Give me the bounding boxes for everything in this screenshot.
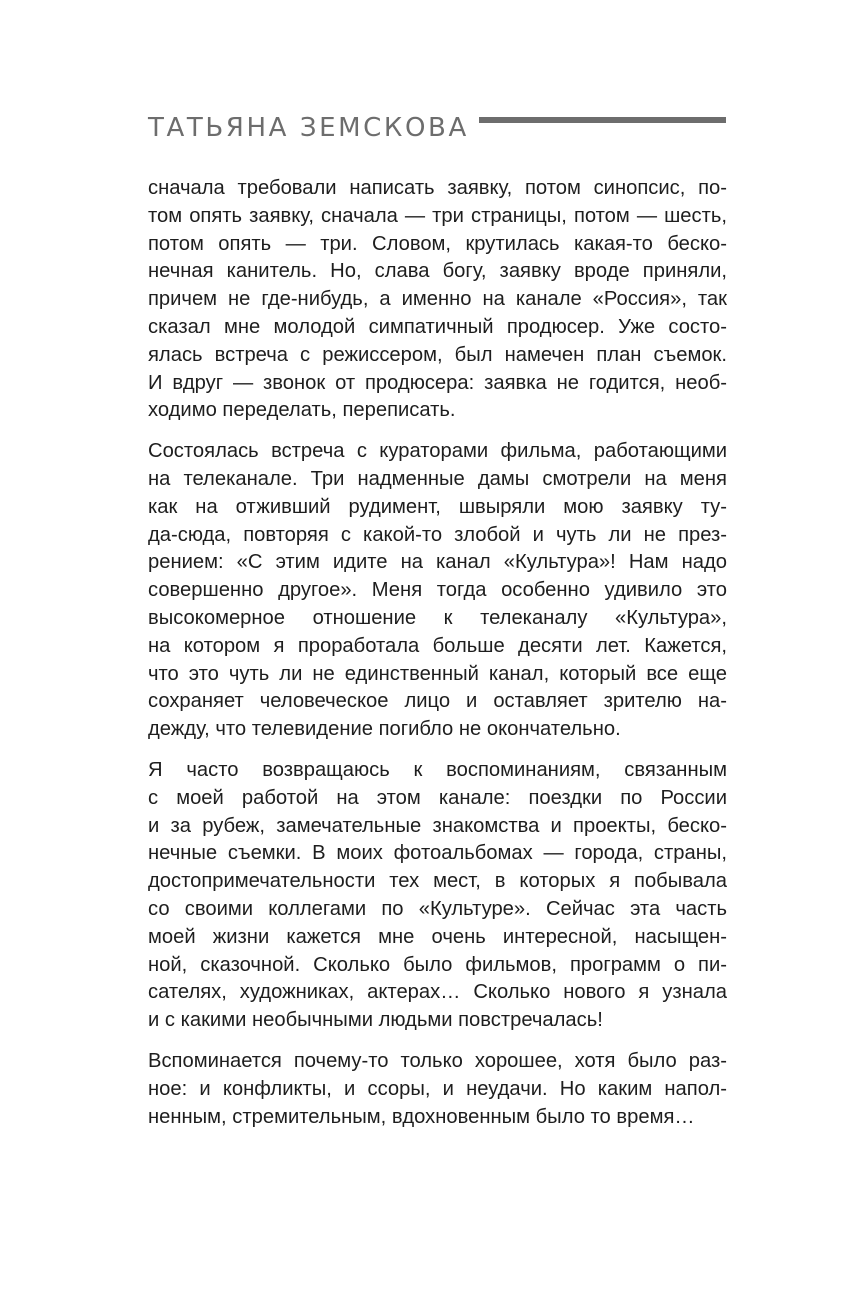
text-line: нечная канитель. Но, слава богу, заявку вроде приняли, [148, 260, 727, 283]
text-line: и с какими необычными людьми повстречалась! [148, 1009, 603, 1032]
paragraph [148, 438, 727, 744]
text-line: совершенно другое». Меня тогда особенно удивило это [148, 579, 727, 602]
text-line: ненным, стремительным, вдохновенным было то время… [148, 1105, 695, 1128]
text-line: моей жизни кажется мне очень интересной, насыщен- [148, 925, 727, 948]
text-line: сателях, художниках, актерах… Сколько нового я узнала [148, 981, 727, 1004]
text-line: причем не где-нибудь, а именно на канале «Россия», так [148, 288, 727, 311]
text-line: ное: и конфликты, и ссоры, и неудачи. Но каким напол- [148, 1077, 727, 1100]
paragraph [148, 757, 727, 1035]
body-text [148, 175, 727, 1144]
header-rule [479, 117, 726, 123]
text-line: да-сюда, повторяя с какой-то злобой и чуть ли не през- [148, 523, 727, 546]
text-line: Я часто возвращаюсь к воспоминаниям, связанным [148, 758, 727, 781]
text-line: рением: «С этим идите на канал «Культура»! Нам надо [148, 551, 727, 574]
text-line: сохраняет человеческое лицо и оставляет зрителю на- [148, 690, 727, 713]
text-line: на котором я проработала больше десяти лет. Кажется, [148, 634, 727, 657]
text-line: И вдруг — звонок от продюсера: заявка не годится, необ- [148, 371, 727, 394]
author-name: ТАТЬЯНА ЗЕМСКОВА [148, 113, 469, 143]
paragraph [148, 175, 727, 425]
text-line: со своими коллегами по «Культуре». Сейчас эта часть [148, 897, 727, 920]
text-line: нечные съемки. В моих фотоальбомах — города, страны, [148, 842, 727, 865]
text-line: дежду, что телевидение погибло не окончательно. [148, 718, 621, 741]
text-line: ялась встреча с режиссером, был намечен план съемок. [148, 343, 727, 366]
text-line: ной, сказочной. Сколько было фильмов, программ о пи- [148, 953, 727, 976]
text-line: сказал мне молодой симпатичный продюсер. Уже состо- [148, 315, 727, 338]
text-line: на телеканале. Три надменные дамы смотрели на меня [148, 467, 727, 490]
text-line: Состоялась встреча с кураторами фильма, работающими [148, 440, 727, 463]
text-line: как на отживший рудимент, швыряли мою заявку ту- [148, 495, 727, 518]
text-line: с моей работой на этом канале: поездки по России [148, 786, 727, 809]
text-line: сначала требовали написать заявку, потом синопсис, по- [148, 177, 727, 199]
text-line: высокомерное отношение к телеканалу «Культура», [148, 606, 727, 629]
text-line: том опять заявку, сначала — три страницы, потом — шесть, [148, 204, 727, 227]
paragraph [148, 1048, 727, 1131]
running-header [148, 112, 726, 148]
text-line: достопримечательности тех мест, в которых я побывала [148, 870, 727, 893]
text-line: и за рубеж, замечательные знакомства и проекты, беско- [148, 814, 727, 837]
text-line: ходимо переделать, переписать. [148, 399, 456, 422]
text-line: Вспоминается почему-то только хорошее, хотя было раз- [148, 1049, 727, 1072]
text-line: что это чуть ли не единственный канал, который все еще [148, 662, 727, 685]
text-line: потом опять — три. Словом, крутилась какая-то беско- [148, 232, 727, 255]
